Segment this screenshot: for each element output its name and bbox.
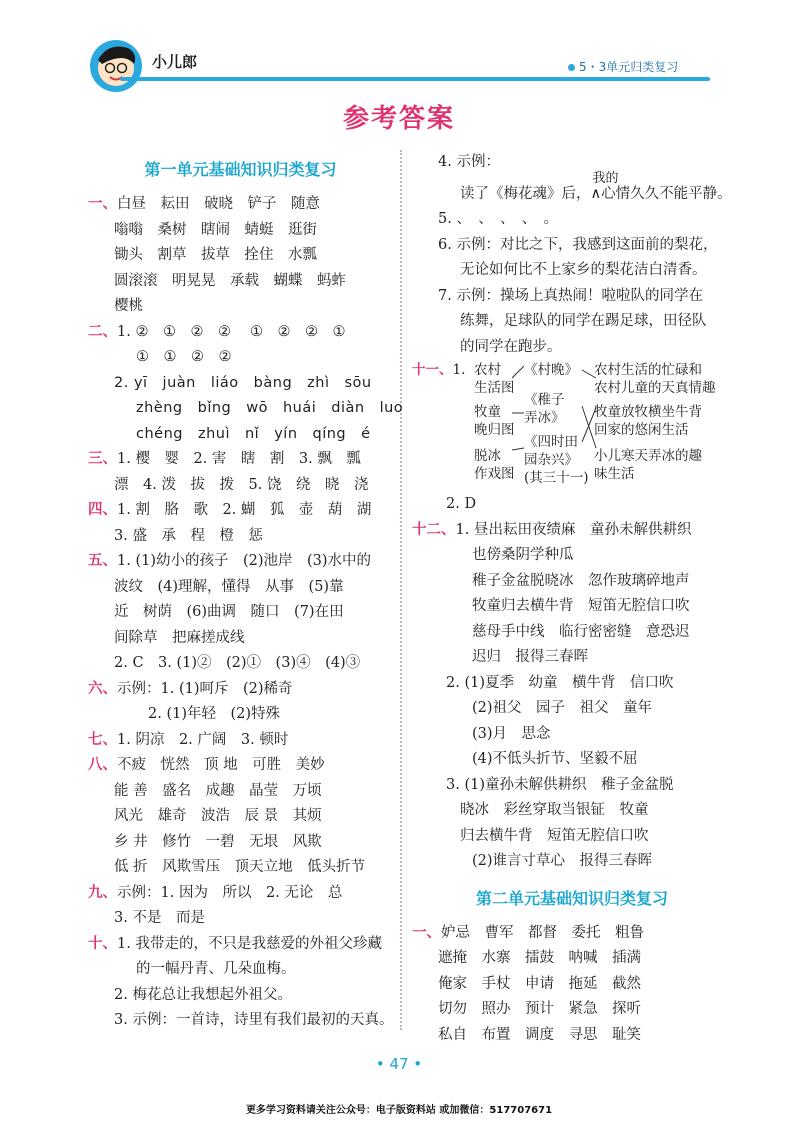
answer-row: [88, 396, 404, 422]
answer-text: 晓冰 彩丝穿取当银钲 牧童: [460, 802, 649, 818]
answer-row: [88, 957, 393, 983]
answer-row: [88, 677, 393, 703]
answer-text: 无论如何比不上家乡的梨花洁白清香。: [460, 262, 707, 278]
answer-text: 私自 布置 调度 寻思 耻笑: [438, 1026, 641, 1043]
answer-row: [412, 309, 732, 335]
left-answer-list: [88, 192, 404, 1034]
answer-row: [412, 620, 732, 646]
answer-row: [88, 702, 393, 728]
edit-insert-text: 我的: [592, 170, 619, 186]
answer-row: [412, 747, 732, 773]
match-lines: [512, 362, 598, 486]
answer-text: 风光 雄奇 波浩 辰 景 其烦: [114, 808, 322, 824]
section-title-unit1: 第一单元基础知识归类复习: [144, 160, 337, 179]
answer-text: 3. 不是 而是: [114, 910, 205, 926]
answer-row: [412, 569, 732, 595]
answer-row: [88, 600, 393, 626]
answer-row: [412, 258, 732, 284]
answer-row: [88, 906, 393, 932]
answer-text: zhèng bǐng wō huái diàn luo: [136, 400, 404, 416]
unit-tag-text: 5・3单元归类复习: [579, 60, 679, 74]
match-text: 弄冰》: [524, 410, 565, 426]
answer-row: [88, 498, 393, 524]
answer-text: 迟归 报得三春晖: [472, 649, 588, 665]
item-number: 七、: [88, 731, 117, 748]
match-text: 脱冰: [474, 448, 501, 464]
answer-row: [88, 626, 393, 652]
answer-row: [412, 150, 732, 176]
answer-text: 锄头 割草 拔草 拴住 水瓢: [114, 247, 317, 263]
right-answer-list-top: [412, 150, 732, 176]
answer-row: [412, 722, 732, 748]
answer-row: [88, 753, 393, 779]
answer-text: 3. 盛 承 程 橙 惩: [114, 527, 263, 544]
answer-text: 漂 4. 泼 拔 拨 5. 饶 绕 晓 浇: [114, 476, 369, 493]
answer-text: 2. C 3. (1)② (2)① (3)④ (4)③: [114, 655, 361, 671]
match-text: 回家的悠闲生活: [594, 422, 689, 438]
column-divider: [400, 150, 402, 1030]
match-text: 农村儿童的天真情趣: [594, 380, 716, 396]
answer-text: 1. 阴凉 2. 广阔 3. 顿时: [117, 731, 289, 748]
answer-text: 稚子金盆脱晓冰 忽作玻璃碎地声: [472, 572, 690, 589]
answer-row: [88, 549, 393, 575]
answer-row: [88, 524, 393, 550]
answer-text: 1. (1)幼小的孩子 (2)池岸 (3)水中的: [117, 553, 372, 569]
answer-text: 波纹 (4)理解，懂得 从事 (5)靠: [114, 578, 344, 595]
answer-text: 归去横牛背 短笛无腔信口吹: [460, 827, 649, 844]
brand-name: 小儿郎: [152, 53, 198, 71]
answer-row: [88, 804, 393, 830]
item-number: 四、: [88, 502, 117, 518]
match-text: 园杂兴》: [524, 452, 578, 468]
item-number: 十二、: [412, 521, 456, 538]
unit-tag: [568, 58, 678, 75]
answer-row: [88, 447, 393, 473]
answer-text: 嗡嗡 桑树 瞎闹 蜻蜓 逛街: [114, 221, 317, 238]
answer-row: [412, 798, 732, 824]
item-number: 二、: [88, 323, 117, 340]
answer-text: 的同学在跑步。: [460, 338, 562, 355]
section-title-unit2: 第二单元基础知识归类复习: [475, 888, 668, 908]
matching-diagram: [412, 362, 732, 486]
mascot-logo-icon: [88, 38, 144, 94]
answer-row: [412, 645, 732, 671]
item-number: 十、: [88, 935, 117, 952]
answer-text: 间除草 把麻搓成线: [114, 629, 245, 646]
answer-text: 樱桃: [114, 298, 143, 314]
answer-row: [88, 218, 393, 244]
answer-text: 1. ② ① ② ② ① ② ② ①: [117, 323, 346, 340]
answer-text: 圆滚滚 明晃晃 承载 蝴蝶 蚂蚱: [114, 272, 346, 289]
answer-row: [412, 824, 732, 850]
answer-row: [412, 207, 732, 233]
answer-text: 3. 示例：一首诗，诗里有我们最初的天真。: [114, 1012, 394, 1028]
answer-row: [412, 696, 732, 722]
answer-row: [88, 371, 393, 397]
answer-row: [88, 422, 393, 448]
item-number: 六、: [88, 680, 117, 697]
answer-text: (3)月 思念: [472, 725, 551, 742]
answer-text: 2. yī juàn liáo bàng zhì sōu: [114, 374, 372, 391]
answer-text: 1. 昼出耘田夜绩麻 童孙未解供耕织: [455, 521, 692, 538]
answer-row: [412, 972, 732, 998]
answer-text: (2)祖父 园子 祖父 童年: [472, 700, 653, 716]
answer-row: [412, 492, 732, 518]
answer-text: 示例：1. (1)呵斥 (2)稀奇: [117, 680, 293, 697]
answer-text: 5. 、 、 、 、 。: [438, 211, 558, 227]
match-text: 生活图: [474, 380, 515, 396]
answer-text: 慈母手中线 临行密密缝 意恐迟: [472, 623, 690, 640]
answer-text: 妒忌 曹军 都督 委托 粗鲁: [441, 924, 644, 941]
answer-text: 白昼 耘田 破晓 铲子 随意: [117, 196, 320, 212]
answer-text: 1. 割 胳 歌 2. 蝴 狐 壶 葫 湖: [117, 502, 372, 518]
match-text: 《稚子: [524, 392, 565, 408]
answer-text: 的一幅丹青、几朵血梅。: [136, 961, 296, 977]
match-text: (其三十一): [524, 470, 589, 486]
answer-row: [88, 192, 393, 218]
item-number: 九、: [88, 884, 117, 901]
answer-row: [88, 651, 393, 677]
answer-row: [412, 1023, 732, 1049]
match-text: 《村晚》: [524, 362, 578, 378]
answer-row: [88, 830, 393, 856]
answer-text: 6. 示例：对比之下，我感到这面前的梨花，: [438, 236, 718, 253]
right-answer-list-c: [412, 921, 732, 1049]
answer-text: 1. 樱 婴 2. 害 瞎 割 3. 飘 瓢: [117, 451, 361, 467]
right-answer-list-b: [412, 492, 732, 875]
answer-text: 能 善 盛名 成趣 晶莹 万顷: [114, 782, 322, 799]
item-number: 一、: [88, 196, 117, 212]
answer-text: 也傍桑阴学种瓜: [472, 547, 574, 563]
answer-row: [88, 779, 393, 805]
bullet-icon: [568, 64, 575, 71]
answer-text: 练舞，足球队的同学在踢足球，田径队: [460, 313, 707, 329]
match-text: 作戏图: [474, 466, 515, 482]
answer-row: [88, 1008, 393, 1034]
answer-row: [412, 849, 732, 875]
answer-text: 俺家 手杖 申请 拖延 截然: [438, 975, 641, 992]
answer-row: [88, 932, 393, 958]
answer-row: [412, 997, 732, 1023]
page-title: 参考答案: [342, 104, 455, 134]
answer-text: 2. (1)年轻 (2)特殊: [148, 706, 281, 722]
header-rule: [120, 77, 710, 81]
eleven-label: 十一、1.: [412, 362, 466, 378]
answer-row: [88, 473, 393, 499]
right-column: [412, 150, 732, 1048]
answer-text: 不疲 恍然 顶 地 可胜 美妙: [117, 757, 325, 773]
left-column: [88, 150, 404, 1034]
answer-row: [88, 243, 393, 269]
answer-text: 低 折 风欺雪压 顶天立地 低头折节: [114, 859, 366, 875]
match-text: 《四时田: [524, 434, 578, 450]
item-number: 八、: [88, 757, 117, 773]
match-text: 牧童放牧横坐牛背: [594, 404, 702, 420]
answer-text: (4)不低头折节、坚毅不屈: [472, 751, 638, 767]
answer-row: [412, 518, 732, 544]
answer-text: 2. 梅花总让我想起外祖父。: [114, 986, 292, 1003]
answer-text: 3. (1)童孙未解供耕织 稚子金盆脱: [446, 776, 674, 793]
match-text: 牧童: [474, 404, 501, 420]
answer-text: 牧童归去横牛背 短笛无腔信口吹: [472, 598, 690, 614]
answer-row: [88, 575, 393, 601]
answer-text: 2. D: [446, 496, 477, 512]
item-number: 三、: [88, 451, 117, 467]
match-text: 农村: [474, 362, 501, 378]
page-number: • 47 •: [375, 1055, 423, 1073]
answer-row: [412, 921, 732, 947]
edit-sentence: [412, 170, 732, 208]
answer-text: (2)谁言寸草心 报得三春晖: [472, 853, 653, 869]
answer-text: 遮掩 水寨 擂鼓 呐喊 插满: [438, 950, 641, 966]
answer-text: ① ① ② ②: [136, 349, 232, 365]
answer-row: [412, 284, 732, 310]
answer-row: [88, 320, 393, 346]
right-answer-list-a: [412, 207, 732, 360]
answer-text: chéng zhuì nǐ yín qíng é: [136, 425, 371, 442]
answer-row: [88, 294, 393, 320]
edit-after: 心情久久不能平静。: [601, 185, 732, 202]
answer-text: 切勿 照办 预计 紧急 探听: [438, 1001, 641, 1017]
edit-insert-mark: 我的 ∧: [591, 182, 602, 208]
answer-row: [412, 233, 732, 259]
answer-text: 乡 井 修竹 一碧 无垠 风欺: [114, 833, 322, 850]
answer-text: 近 树荫 (6)曲调 随口 (7)在田: [114, 604, 344, 620]
answer-row: [88, 269, 393, 295]
edit-before: 读了《梅花魂》后，: [460, 185, 591, 202]
answer-text: 1. 我带走的，不只是我慈爱的外祖父珍藏: [117, 935, 382, 952]
answer-row: [412, 671, 732, 697]
answer-row: [88, 881, 393, 907]
answer-row: [412, 773, 732, 799]
answer-row: [88, 728, 393, 754]
footer-note: 更多学习资料请关注公众号：电子版资料站 或加微信：517707671: [245, 1105, 553, 1116]
item-number: 五、: [88, 553, 117, 569]
answer-row: [412, 543, 732, 569]
answer-text: 7. 示例：操场上真热闹！啦啦队的同学在: [438, 287, 703, 304]
answer-row: [412, 335, 732, 361]
answer-row: [412, 594, 732, 620]
item-number: 一、: [412, 924, 441, 941]
answer-row: [88, 855, 393, 881]
answer-row: [412, 946, 732, 972]
answer-text: 2. (1)夏季 幼童 横牛背 信口吹: [446, 674, 674, 691]
answer-row: [88, 345, 393, 371]
match-text: 晚归图: [474, 422, 515, 438]
answer-row: [88, 983, 393, 1009]
answer-text: 4. 示例：: [438, 154, 500, 170]
match-text: 味生活: [594, 466, 635, 482]
match-text: 小儿寒天弄冰的趣: [594, 448, 702, 464]
match-text: 农村生活的忙碌和: [594, 362, 702, 378]
answer-text: 示例：1. 因为 所以 2. 无论 总: [117, 884, 343, 901]
